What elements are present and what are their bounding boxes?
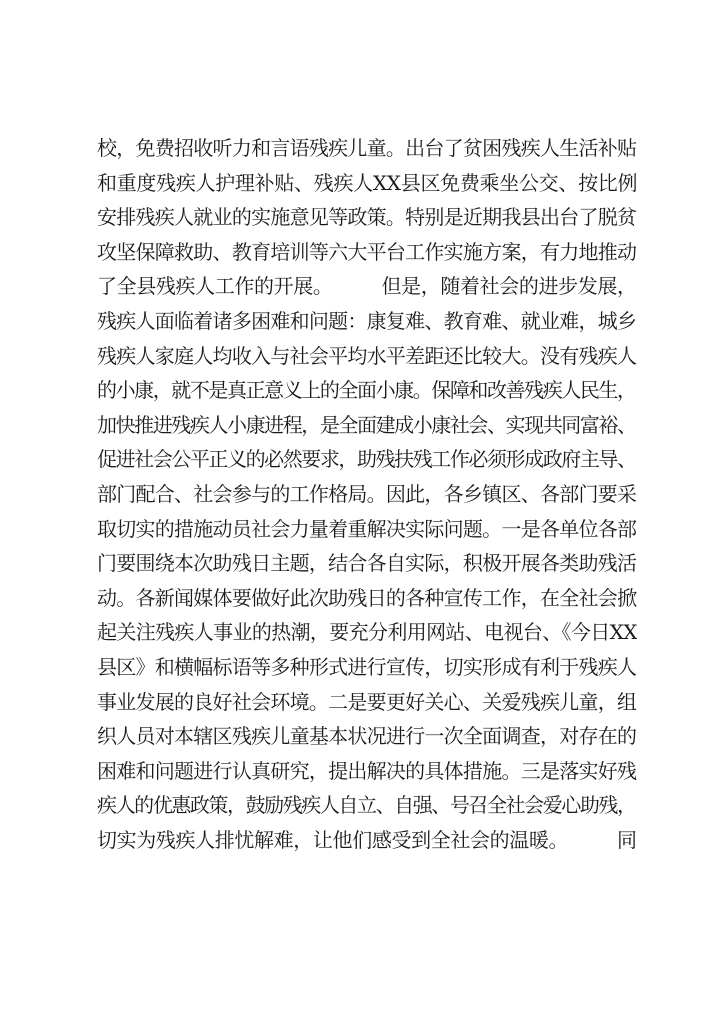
text-line: 校，免费招收听力和言语残疾儿童。出台了贫困残疾人生活补贴 bbox=[97, 136, 637, 160]
text-line: 织人员对本辖区残疾儿童基本状况进行一次全面调查，对存在的 bbox=[97, 724, 637, 749]
text-line: 取切实的措施动员社会力量着重解决实际问题。一是各单位各部 bbox=[97, 516, 637, 541]
text-line: 加快推进残疾人小康进程，是全面建成小康社会、实现共同富裕、 bbox=[97, 412, 636, 437]
text-line: 残疾人家庭人均收入与社会平均水平差距还比较大。没有残疾人 bbox=[97, 343, 637, 368]
text-line: 了全县残疾人工作的开展。 但是，随着社会的进步发展， bbox=[97, 274, 637, 299]
text-line: 部门配合、社会参与的工作格局。因此，各乡镇区、各部门要采 bbox=[97, 481, 637, 506]
text-line: 动。各新闻媒体要做好此次助残日的各种宣传工作，在全社会掀 bbox=[97, 585, 637, 610]
text-line: 和重度残疾人护理补贴、残疾人XX县区免费乘坐公交、按比例 bbox=[97, 170, 637, 195]
text-line: 残疾人面临着诸多困难和问题：康复难、教育难、就业难，城乡 bbox=[97, 308, 637, 333]
text-line: 疾人的优惠政策，鼓励残疾人自立、自强、号召全社会爱心助残， bbox=[97, 793, 636, 818]
text-line: 县区》和横幅标语等多种形式进行宣传，切实形成有利于残疾人 bbox=[97, 654, 637, 679]
text-line: 起关注残疾人事业的热潮，要充分利用网站、电视台、《今日XX bbox=[97, 620, 637, 645]
text-line: 安排残疾人就业的实施意见等政策。特别是近期我县出台了脱贫 bbox=[97, 205, 637, 230]
text-line: 事业发展的良好社会环境。二是要更好关心、关爱残疾儿童，组 bbox=[97, 689, 637, 714]
text-line: 促进社会公平正义的必然要求，助残扶残工作必须形成政府主导、 bbox=[97, 447, 636, 472]
body-text bbox=[97, 131, 637, 857]
text-line: 的小康，就不是真正意义上的全面小康。保障和改善残疾人民生， bbox=[97, 378, 636, 403]
text-line: 攻坚保障救助、教育培训等六大平台工作实施方案，有力地推动 bbox=[97, 239, 637, 264]
text-line: 门要围绕本次助残日主题，结合各自实际，积极开展各类助残活 bbox=[97, 551, 637, 576]
text-line: 困难和问题进行认真研究，提出解决的具体措施。三是落实好残 bbox=[97, 758, 637, 783]
text-line: 切实为残疾人排忧解难，让他们感受到全社会的温暖。 同 bbox=[97, 827, 637, 852]
